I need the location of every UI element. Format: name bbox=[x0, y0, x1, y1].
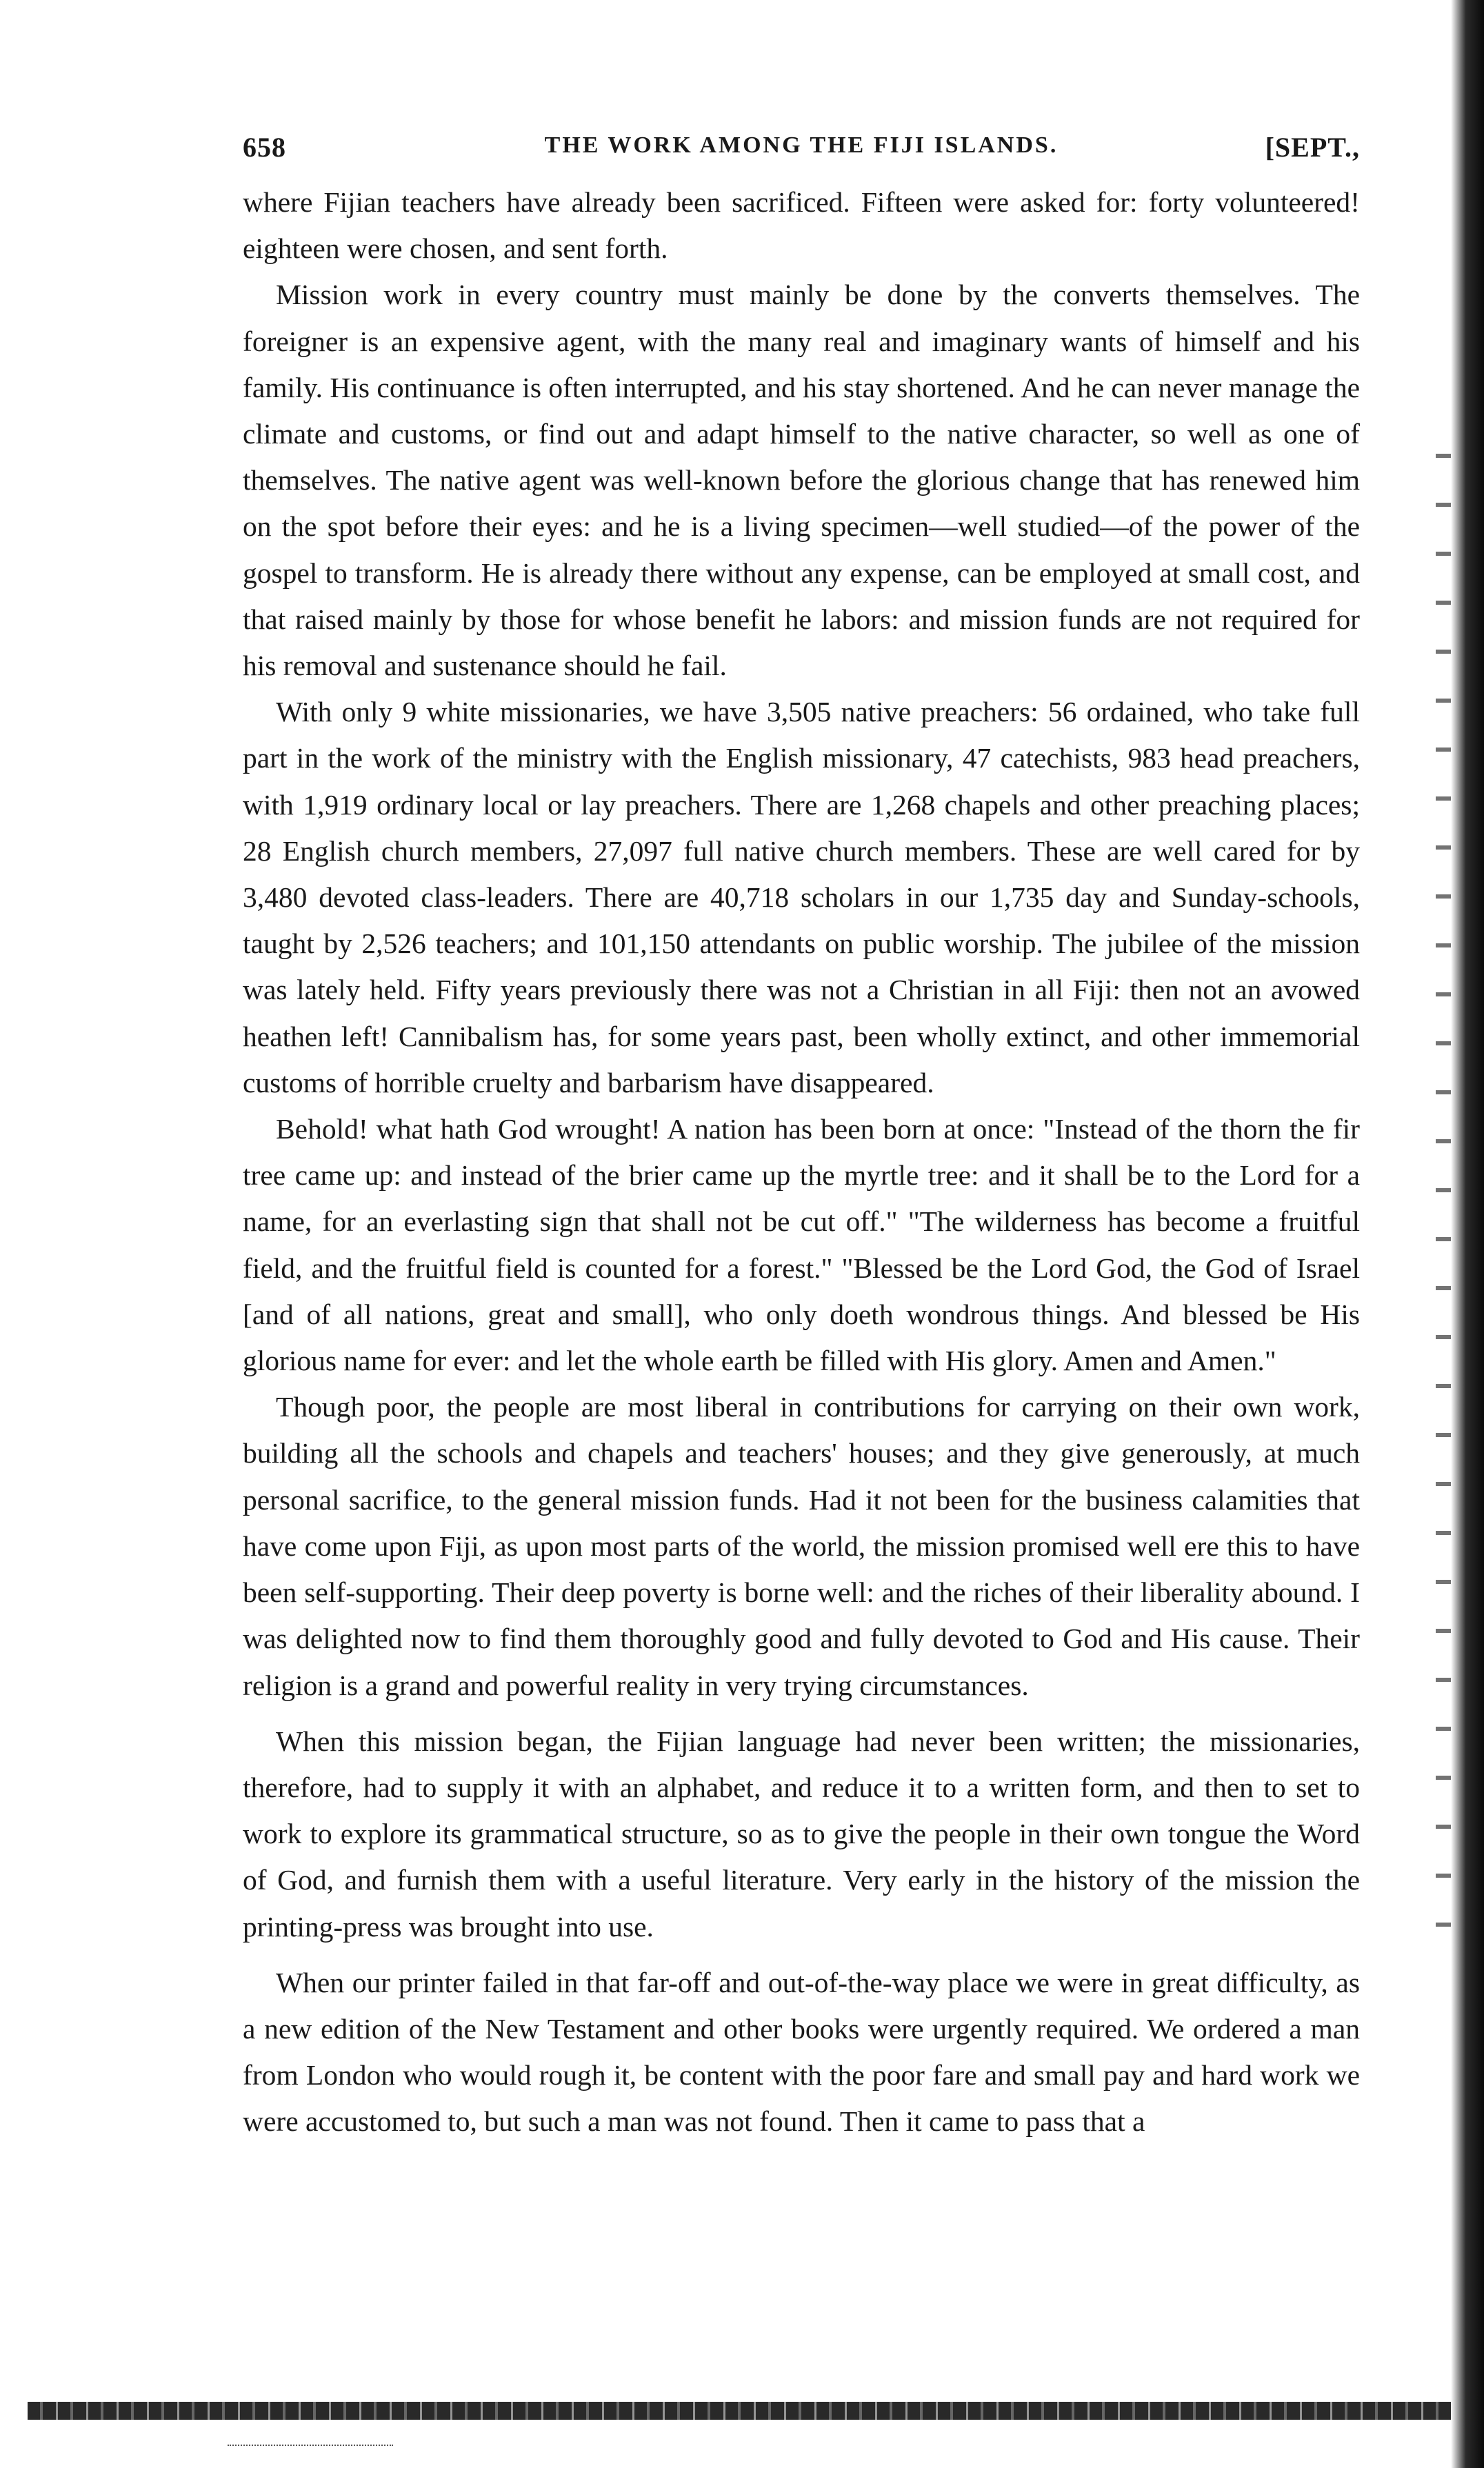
scan-bottom-marks bbox=[228, 2445, 393, 2454]
paragraph-5: Though poor, the people are most liberal in contributions for carrying on their own work, building all the schools and chapels and teachers' houses; and they give generously, at much personal sacrifice, to the general mission funds. Had it not been for the business calamities that have come upon Fiji, as upon most parts of the world, the mission promised well ere this to have been self-supporting. Their deep poverty is borne well: and the riches of their liberality abound. I was delighted now to find them thoroughly good and fully devoted to God and His cause. Their religion is a grand and powerful reality in very trying circumstances. bbox=[243, 1391, 1360, 1701]
paragraph-1: where Fijian teachers have already been sacrificed. Fifteen were asked for: forty volunteered! eighteen were chosen, and sent forth. bbox=[243, 186, 1360, 265]
book-page bbox=[243, 131, 1360, 2145]
paragraph-4: Behold! what hath God wrought! A nation has been born at once: "Instead of the thorn the fir tree came up: and instead of the brier came up the myrtle tree: and it shall be to the Lord for a name, for an everlasting sign that shall not be cut off." "The wilderness has become a fruitful field, and the fruitful field is counted for a forest." "Blessed be the Lord God, the God of Israel [and of all nations, great and small], who only doeth wondrous things. And blessed be His glorious name for ever: and let the whole earth be filled with His glory. Amen and Amen." bbox=[243, 1113, 1360, 1377]
paragraph-2: Mission work in every country must mainly be done by the converts themselves. The foreigner is an expensive agent, with the many real and imaginary wants of himself and his family. His continuance is often interrupted, and his stay shortened. And he can never manage the climate and customs, or find out and adapt himself to the native character, so well as one of themselves. The native agent was well-known before the glorious change that has renewed him on the spot before their eyes: and he is a living specimen—well studied—of the power of the gospel to transform. He is already there without any expense, can be employed at small cost, and that raised mainly by those for whose benefit he labors: and mission funds are not required for his removal and sustenance should he fail. bbox=[243, 279, 1360, 682]
running-month: [SEPT., bbox=[1265, 132, 1360, 163]
page-body bbox=[243, 179, 1360, 2145]
page-number: 658 bbox=[243, 132, 286, 163]
running-header bbox=[243, 131, 1360, 179]
paragraph-7: When our printer failed in that far-off and out-of-the-way place we were in great difficulty, as a new edition of the New Testament and other books were urgently required. We ordered a man from London who would rough it, be content with the poor fare and small pay and hard work we were accustomed to, but such a man was not found. Then it came to pass that a bbox=[243, 1966, 1360, 2138]
running-title: THE WORK AMONG THE FIJI ISLANDS. bbox=[544, 132, 1059, 158]
scan-bottom-edge bbox=[28, 2402, 1451, 2420]
scan-page-edge bbox=[1451, 0, 1484, 2468]
paragraph-6: When this mission began, the Fijian language had never been written; the missionaries, therefore, had to supply it with an alphabet, and reduce it to a written form, and then to set to work to explore its grammatical structure, so as to give the people in their own tongue the Word of God, and furnish them with a useful literature. Very early in the history of the mission the printing-press was brought into use. bbox=[243, 1725, 1360, 1943]
paragraph-3: With only 9 white missionaries, we have 3,505 native preachers: 56 ordained, who take full part in the work of the ministry with the English missionary, 47 catechists, 983 head preachers, with 1,919 ordinary local or lay preachers. There are 1,268 chapels and other preaching places; 28 English church members, 27,097 full native church members. These are well cared for by 3,480 devoted class-leaders. There are 40,718 scholars in our 1,735 day and Sunday-schools, taught by 2,526 teachers; and 101,150 attendants on public worship. The jubilee of the mission was lately held. Fifty years previously there was not a Christian in all Fiji: then not an avowed heathen left! Cannibalism has, for some years past, been wholly extinct, and other immemorial customs of horrible cruelty and barbarism have disappeared. bbox=[243, 696, 1360, 1098]
